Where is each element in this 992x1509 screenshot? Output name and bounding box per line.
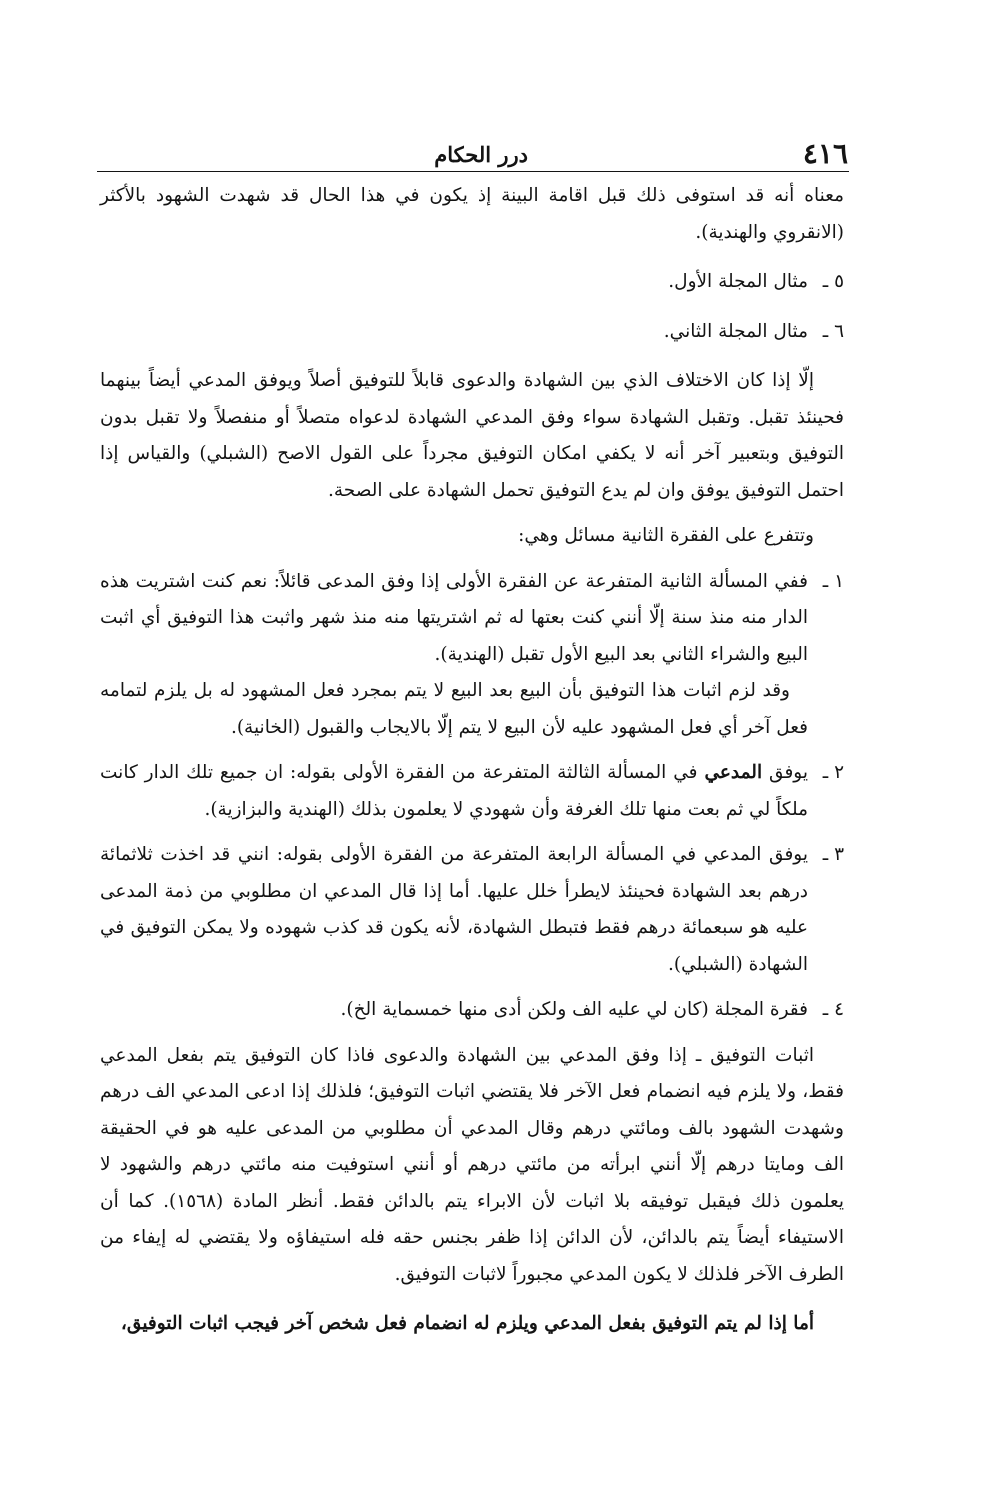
issue-1-note: وقد لزم اثبات هذا التوفيق بأن البيع بعد البيع لا يتم بمجرد فعل المشهود له بل يلزم لتمامه فعل آخر أي فعل المشهود عليه لأن البيع لا يتم إلّا بالايجاب والقبول (الخانية). <box>100 680 808 738</box>
paragraph-final: أما إذا لم يتم التوفيق بفعل المدعي ويلزم له انضمام فعل شخص آخر فيجب اثبات التوفيق، <box>120 1313 814 1334</box>
issue-text-rest: في المسألة الثالثة المتفرعة من الفقرة الأولى بقوله: ان جميع تلك الدار كانت ملكاً لي ثم بعت منها تلك الغرفة وأن شهودي لا يعلمون بذلك (الهندية والبزازية). <box>100 762 808 820</box>
issue-text <box>100 755 808 828</box>
issue-text: يوفق المدعي في المسألة الرابعة المتفرعة من الفقرة الأولى بقوله: انني قد اخذت ثلاثمائة درهم بعد الشهادة فحينئذ لايطرأ خلل عليها. أما إذا قال المدعي ان مطلوبي من ذمة المدعى عليه هو سبعمائة درهم فقط فتبطل الشهادة، لأنه يكون قد كذب شهوده ولا يمكن التوفيق في الشهادة (الشبلي). <box>100 844 808 975</box>
example-5 <box>100 264 844 301</box>
issue-number: ٤ ـ <box>822 999 844 1020</box>
example-6 <box>100 314 844 351</box>
page-header <box>97 138 848 170</box>
issue-text-bold: المدعي <box>704 762 763 783</box>
issue-1 <box>100 564 844 674</box>
paragraph-proof: اثبات التوفيق ـ إذا وفق المدعي بين الشهادة والدعوى فاذا كان التوفيق يتم بفعل المدعي فقط، ولا يلزم فيه انضمام فعل الآخر فلا يقتضي اثبات التوفيق؛ فلذلك إذا ادعى المدعي الف درهم وشهدت الشهود بالف ومائتي درهم وقال المدعي أن مطلوبي من المدعى عليه هو في الحقيقة الف ومايتا درهم إلّا أنني ابرأته من مائتي درهم أو أنني استوفيت منه مائتي درهم والشهود لا يعلمون ذلك فيقبل توفيقه بلا اثبات لأن الابراء يتم بالدائن فقط. أنظر المادة (١٥٦٨). كما أن الاستيفاء أيضاً يتم بالدائن، لأن الدائن إذا ظفر بجنس حقه فله استيفاؤه ولا يقتضي له إيفاء من الطرف الآخر فلذلك لا يكون المدعي مجبوراً لاثبات التوفيق. <box>100 1044 844 1285</box>
issue-number: ٢ ـ <box>822 762 844 783</box>
example-number: ٥ ـ <box>822 271 844 292</box>
page-body <box>100 178 844 1343</box>
issue-number: ٣ ـ <box>822 844 844 865</box>
issue-text: فقرة المجلة (كان لي عليه الف ولكن أدى منها خمسماية الخ). <box>340 999 808 1020</box>
paragraph-reconciliation: إلّا إذا كان الاختلاف الذي بين الشهادة والدعوى قابلاً للتوفيق أصلاً ويوفق المدعي أيضاً بينهما فحينئذ تقبل. وتقبل الشهادة سواء وفق المدعي الشهادة لدعواه متصلاً أو منفصلاً ولا تقبل بدون التوفيق وبتعبير آخر أنه لا يكفي امكان التوفيق مجرداً على القول الاصح (الشبلي) والقياس إذا احتمل التوفيق يوفق وان لم يدع التوفيق تحمل الشهادة على الصحة. <box>100 370 844 501</box>
paragraph-intro-issues: وتتفرع على الفقرة الثانية مسائل وهي: <box>518 525 814 546</box>
header-rule <box>97 171 849 172</box>
paragraph-continuation: معناه أنه قد استوفى ذلك قبل اقامة البينة إذ يكون في هذا الحال قد شهدت الشهود بالأكثر (الانقروي والهندية). <box>100 185 844 243</box>
example-text: مثال المجلة الثاني. <box>663 320 808 342</box>
example-text: مثال المجلة الأول. <box>668 271 808 292</box>
issue-3 <box>100 837 844 983</box>
running-title: درر الحكام <box>434 142 528 167</box>
issue-text-start: يوفق <box>769 762 808 783</box>
issue-number: ١ ـ <box>822 570 844 592</box>
issue-2 <box>100 755 844 828</box>
page-number: ٤١٦ <box>802 137 848 170</box>
issue-4 <box>100 992 844 1029</box>
issue-text: ففي المسألة الثانية المتفرعة عن الفقرة الأولى إذا وفق المدعى قائلاً: نعم كنت اشتريت هذه الدار منه منذ سنة إلّا أنني كنت بعتها له ثم اشتريتها منه منذ شهر واثبت هذا التوفيق أي اثبت البيع والشراء الثاني بعد البيع الأول تقبل (الهندية). <box>100 570 808 665</box>
example-number: ٦ ـ <box>822 320 844 342</box>
